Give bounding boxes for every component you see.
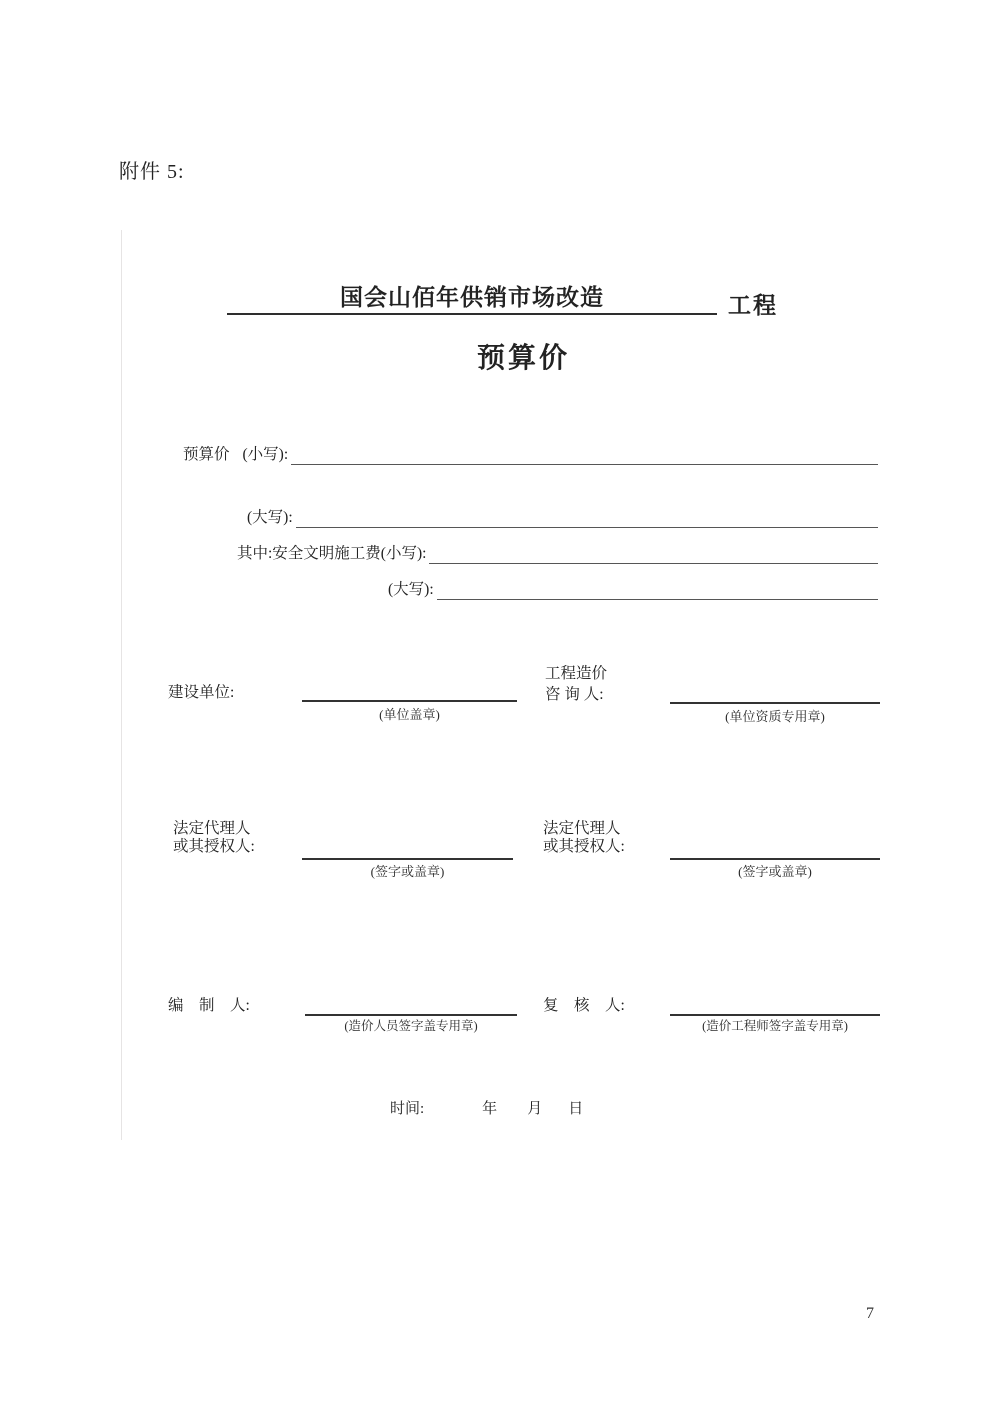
document-title: 预算价 — [477, 343, 571, 374]
builder-stamp-note: (单位盖章) — [379, 707, 440, 722]
project-suffix: 工程 — [728, 293, 778, 318]
cost-consultant-label: 工程造价 咨 询 人: — [545, 665, 608, 703]
legal-representative-right-signature-line — [670, 840, 880, 860]
cost-consultant-stamp-note: (单位资质专用章) — [725, 709, 825, 724]
day-label: 日 — [568, 1101, 584, 1117]
page-number: 7 — [866, 1305, 874, 1322]
budget-price-lowercase-field — [291, 445, 878, 465]
budget-price-uppercase-row — [247, 508, 878, 528]
time-label: 时间: — [390, 1101, 425, 1117]
legal-representative-left-label: 法定代理人 或其授权人: — [173, 820, 255, 855]
builder-label: 建设单位: — [168, 684, 235, 701]
cost-consultant-signature-line — [670, 684, 880, 704]
preparer-signature-line — [305, 996, 517, 1016]
preparer-stamp-note: (造价人员签字盖专用章) — [344, 1019, 478, 1033]
safety-fee-lowercase-row — [237, 544, 878, 564]
project-name-underline — [227, 283, 717, 315]
safety-fee-label: 其中:安全文明施工费(小写): — [237, 545, 427, 562]
reviewer-stamp-note: (造价工程师签字盖专用章) — [702, 1019, 848, 1033]
reviewer-signature-line — [670, 996, 880, 1016]
month-label: 月 — [527, 1101, 543, 1117]
safety-fee-lowercase-field — [429, 544, 878, 564]
legal-representative-left-signature-line — [302, 840, 513, 860]
builder-signature-line — [302, 682, 517, 702]
safety-fee-uppercase-row — [388, 580, 878, 600]
year-label: 年 — [482, 1101, 498, 1117]
legal-representative-left-note: (签字或盖章) — [370, 864, 445, 879]
budget-price-prefix: 预算价 — [183, 446, 230, 463]
budget-price-uppercase-field — [296, 508, 878, 528]
safety-fee-uppercase-label: (大写): — [388, 581, 434, 598]
budget-price-lowercase-row — [183, 445, 878, 465]
form-left-border — [121, 230, 122, 1140]
uppercase-label: (大写): — [247, 509, 293, 526]
attachment-label: 附件 5: — [119, 161, 185, 183]
safety-fee-uppercase-field — [437, 580, 878, 600]
lowercase-label: (小写): — [242, 446, 289, 463]
reviewer-label: 复 核 人: — [543, 997, 625, 1014]
legal-representative-right-label: 法定代理人 或其授权人: — [543, 820, 625, 855]
date-row — [390, 1097, 583, 1118]
preparer-label: 编 制 人: — [168, 997, 250, 1014]
legal-representative-right-note: (签字或盖章) — [738, 864, 812, 879]
project-name: 国会山佰年供销市场改造 — [340, 285, 604, 310]
